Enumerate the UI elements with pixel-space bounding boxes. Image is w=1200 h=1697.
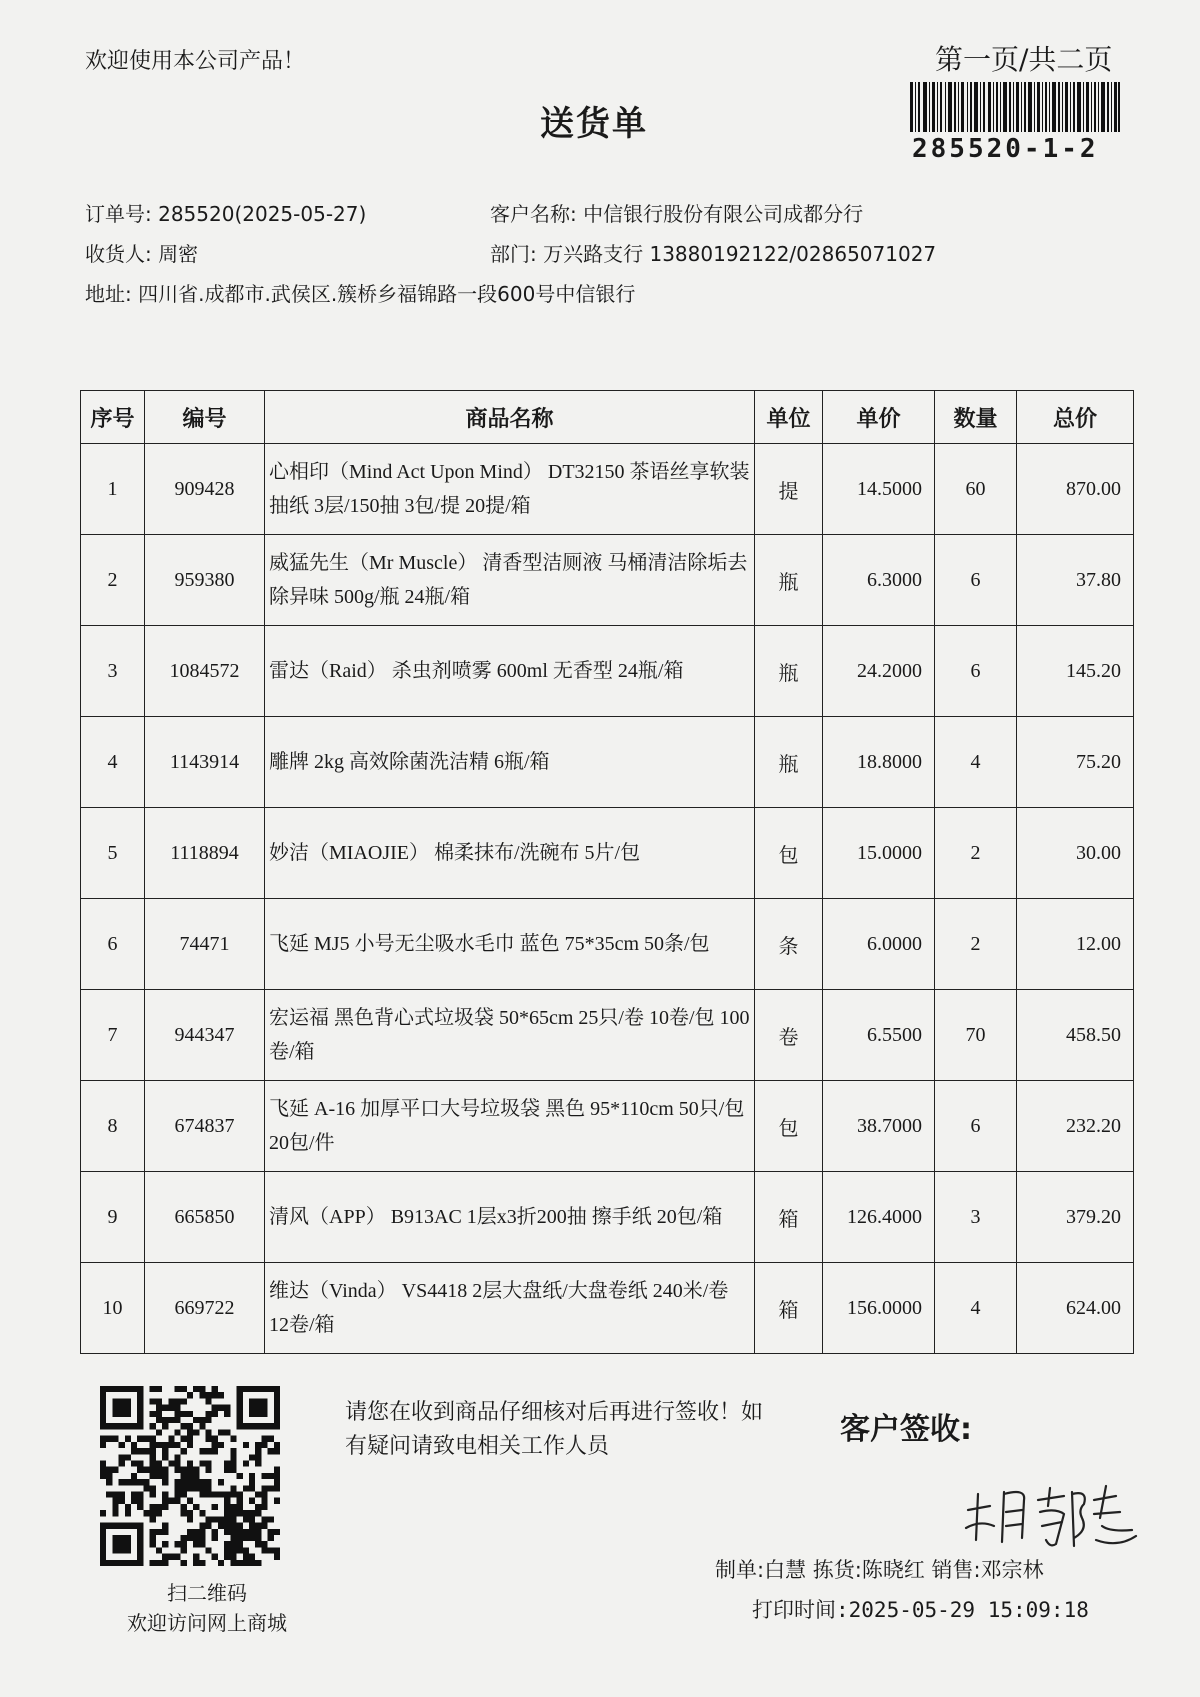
table-header-row: [81, 391, 1134, 444]
cell-code: 959380: [145, 535, 265, 626]
cell-unit: 提: [755, 444, 823, 535]
cell-unit: 包: [755, 808, 823, 899]
cell-code: 665850: [145, 1172, 265, 1263]
cell-code: 74471: [145, 899, 265, 990]
cell-unit: 瓶: [755, 626, 823, 717]
cell-product-name: 飞延 A-16 加厚平口大号垃圾袋 黑色 95*110cm 50只/包 20包/件: [265, 1081, 755, 1172]
table-row: [81, 1172, 1134, 1263]
staff-info: 制单:白慧 拣货:陈晓红 销售:邓宗林: [715, 1558, 1044, 1582]
cell-index: 9: [81, 1172, 145, 1263]
cell-product-name: 宏运福 黑色背心式垃圾袋 50*65cm 25只/卷 10卷/包 100卷/箱: [265, 990, 755, 1081]
cell-total: 145.20: [1017, 626, 1134, 717]
cell-unit-price: 24.2000: [823, 626, 935, 717]
cell-quantity: 4: [935, 1263, 1017, 1354]
cell-quantity: 3: [935, 1172, 1017, 1263]
receiver: 收货人: 周密: [85, 242, 199, 266]
sign-notice: 请您在收到商品仔细核对后再进行签收！如有疑问请致电相关工作人员: [345, 1400, 764, 1459]
cell-unit-price: 15.0000: [823, 808, 935, 899]
cell-quantity: 6: [935, 535, 1017, 626]
welcome-text: 欢迎使用本公司产品！: [85, 49, 306, 74]
header-total: 总价: [1017, 391, 1134, 444]
header-unit-price: 单价: [823, 391, 935, 444]
cell-product-name: 心相印（Mind Act Upon Mind） DT32150 茶语丝享软装抽纸 3层/150抽 3包/提 20提/箱: [265, 444, 755, 535]
cell-total: 870.00: [1017, 444, 1134, 535]
cell-total: 458.50: [1017, 990, 1134, 1081]
cell-index: 1: [81, 444, 145, 535]
cell-unit: 条: [755, 899, 823, 990]
cell-total: 624.00: [1017, 1263, 1134, 1354]
cell-index: 8: [81, 1081, 145, 1172]
cell-unit-price: 6.5500: [823, 990, 935, 1081]
customer-sign-label: 客户签收:: [840, 1412, 972, 1447]
cell-index: 3: [81, 626, 145, 717]
signature: [960, 1470, 1140, 1555]
address: 地址: 四川省.成都市.武侯区.簇桥乡福锦路一段600号中信银行: [85, 282, 636, 306]
qr-code: [100, 1386, 280, 1566]
cell-unit-price: 18.8000: [823, 717, 935, 808]
cell-unit: 包: [755, 1081, 823, 1172]
cell-product-name: 威猛先生（Mr Muscle） 清香型洁厕液 马桶清洁除垢去除异味 500g/瓶 24瓶/箱: [265, 535, 755, 626]
cell-code: 1143914: [145, 717, 265, 808]
cell-product-name: 妙洁（MIAOJIE） 棉柔抹布/洗碗布 5片/包: [265, 808, 755, 899]
cell-index: 10: [81, 1263, 145, 1354]
cell-unit: 卷: [755, 990, 823, 1081]
table-row: [81, 626, 1134, 717]
page-indicator: 第一页/共二页: [935, 43, 1113, 76]
cell-quantity: 70: [935, 990, 1017, 1081]
cell-code: 1084572: [145, 626, 265, 717]
cell-quantity: 2: [935, 808, 1017, 899]
cell-index: 7: [81, 990, 145, 1081]
items-table: [80, 390, 1134, 1354]
cell-quantity: 6: [935, 1081, 1017, 1172]
table-row: [81, 808, 1134, 899]
cell-code: 674837: [145, 1081, 265, 1172]
customer-name: 客户名称: 中信银行股份有限公司成都分行: [490, 202, 864, 226]
cell-unit: 箱: [755, 1263, 823, 1354]
barcode: [910, 82, 1120, 132]
cell-index: 6: [81, 899, 145, 990]
cell-total: 379.20: [1017, 1172, 1134, 1263]
header-product-name: 商品名称: [265, 391, 755, 444]
cell-code: 944347: [145, 990, 265, 1081]
cell-quantity: 2: [935, 899, 1017, 990]
header-index: 序号: [81, 391, 145, 444]
cell-product-name: 清风（APP） B913AC 1层x3折200抽 擦手纸 20包/箱: [265, 1172, 755, 1263]
barcode-number: 285520-1-2: [912, 134, 1099, 164]
cell-product-name: 维达（Vinda） VS4418 2层大盘纸/大盘卷纸 240米/卷 12卷/箱: [265, 1263, 755, 1354]
cell-quantity: 60: [935, 444, 1017, 535]
cell-total: 12.00: [1017, 899, 1134, 990]
cell-unit: 瓶: [755, 535, 823, 626]
cell-quantity: 4: [935, 717, 1017, 808]
cell-product-name: 雕牌 2kg 高效除菌洗洁精 6瓶/箱: [265, 717, 755, 808]
table-row: [81, 717, 1134, 808]
cell-unit-price: 14.5000: [823, 444, 935, 535]
qr-caption: 扫二维码 欢迎访问网上商城: [127, 1581, 287, 1635]
cell-unit-price: 6.3000: [823, 535, 935, 626]
cell-index: 4: [81, 717, 145, 808]
table-row: [81, 444, 1134, 535]
cell-total: 37.80: [1017, 535, 1134, 626]
department: 部门: 万兴路支行 13880192122/02865071027: [490, 242, 937, 266]
table-row: [81, 1263, 1134, 1354]
cell-unit: 瓶: [755, 717, 823, 808]
table-row: [81, 899, 1134, 990]
cell-unit-price: 6.0000: [823, 899, 935, 990]
cell-code: 1118894: [145, 808, 265, 899]
header-unit: 单位: [755, 391, 823, 444]
table-row: [81, 535, 1134, 626]
header-quantity: 数量: [935, 391, 1017, 444]
document-title: 送货单: [540, 104, 648, 144]
cell-product-name: 雷达（Raid） 杀虫剂喷雾 600ml 无香型 24瓶/箱: [265, 626, 755, 717]
print-time: 打印时间:2025-05-29 15:09:18: [752, 1598, 1089, 1622]
header-code: 编号: [145, 391, 265, 444]
cell-unit: 箱: [755, 1172, 823, 1263]
cell-unit-price: 38.7000: [823, 1081, 935, 1172]
cell-product-name: 飞延 MJ5 小号无尘吸水毛巾 蓝色 75*35cm 50条/包: [265, 899, 755, 990]
cell-index: 5: [81, 808, 145, 899]
table-row: [81, 1081, 1134, 1172]
cell-total: 232.20: [1017, 1081, 1134, 1172]
cell-code: 909428: [145, 444, 265, 535]
cell-total: 75.20: [1017, 717, 1134, 808]
cell-quantity: 6: [935, 626, 1017, 717]
cell-unit-price: 156.0000: [823, 1263, 935, 1354]
cell-total: 30.00: [1017, 808, 1134, 899]
cell-code: 669722: [145, 1263, 265, 1354]
cell-unit-price: 126.4000: [823, 1172, 935, 1263]
table-row: [81, 990, 1134, 1081]
order-number: 订单号: 285520(2025-05-27): [85, 202, 367, 226]
cell-index: 2: [81, 535, 145, 626]
